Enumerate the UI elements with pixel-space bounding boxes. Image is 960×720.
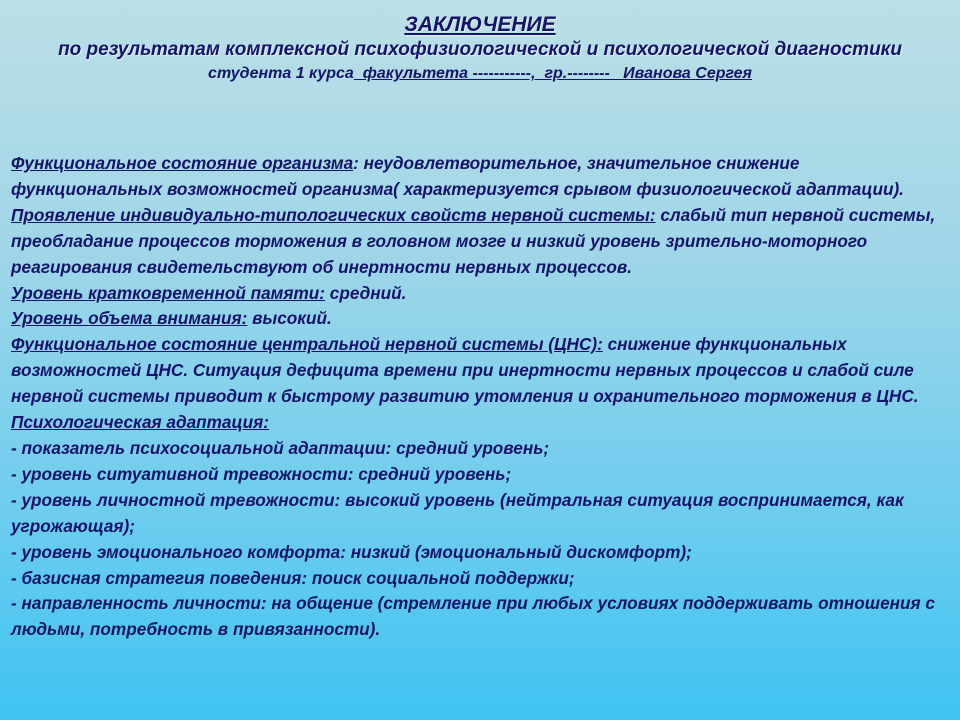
- list-item: - направленность личности: на общение (стремление при любых условиях поддерживать отношения с людьми, потребность в привязанности).: [11, 593, 935, 640]
- section-text: слабый тип нервной системы, преобладание процессов торможения в головном мозге и низкий уровень зрительно-моторного реагирования свидетельствуют об инертности нервных процессов.: [11, 204, 936, 277]
- section-short-term-memory: [11, 281, 946, 307]
- header: [0, 12, 960, 85]
- list-item: - уровень эмоционального комфорта: низкий (эмоциональный дискомфорт);: [11, 541, 692, 562]
- psych-adaptation-label: Психологическая адаптация:: [11, 412, 269, 433]
- conclusion-body: [11, 151, 946, 643]
- section-organism-state: [11, 151, 946, 203]
- student-prefix: студента 1 курса: [208, 65, 354, 82]
- section-nervous-system-properties: [11, 203, 946, 281]
- section-label: Проявление индивидуально-типологических свойств нервной системы:: [11, 204, 656, 225]
- list-item: - уровень ситуативной тревожности: средний уровень;: [11, 463, 512, 484]
- section-attention-span: [11, 306, 946, 332]
- section-label: Функциональное состояние организма: [11, 153, 354, 173]
- page-subtitle: по результатам комплексной психофизиологической и психологической диагностики: [58, 39, 902, 60]
- list-item: - базисная стратегия поведения: поиск социальной поддержки;: [11, 567, 575, 588]
- section-text: : неудовлетворительное, значительное снижение функциональных возможностей организма( характеризуется срывом физиологической адаптации).: [11, 153, 904, 199]
- list-item: - показатель психосоциальной адаптации: средний уровень;: [11, 437, 550, 458]
- section-cns-state: [11, 332, 946, 410]
- section-text: средний.: [325, 282, 407, 303]
- section-text: высокий.: [247, 308, 332, 329]
- list-item: - уровень личностной тревожности: высокий уровень (нейтральная ситуация воспринимается, как угрожающая);: [11, 489, 904, 536]
- student-line: [0, 63, 960, 85]
- section-label: Уровень кратковременной памяти:: [11, 282, 325, 303]
- section-text: снижение функциональных возможностей ЦНС. Ситуация дефицита времени при инертности нервных процессов и слабой силе нервной системы приводит к быстрому развитию утомления и охранительного торможения в ЦНС.: [11, 334, 919, 407]
- student-faculty: факультета -----------, гр.-------- Иванова Сергея: [353, 65, 752, 82]
- section-label: Функциональное состояние центральной нервной системы (ЦНС):: [11, 334, 603, 355]
- page-title: ЗАКЛЮЧЕНИЕ: [404, 13, 556, 36]
- section-label: Уровень объема внимания:: [11, 308, 248, 329]
